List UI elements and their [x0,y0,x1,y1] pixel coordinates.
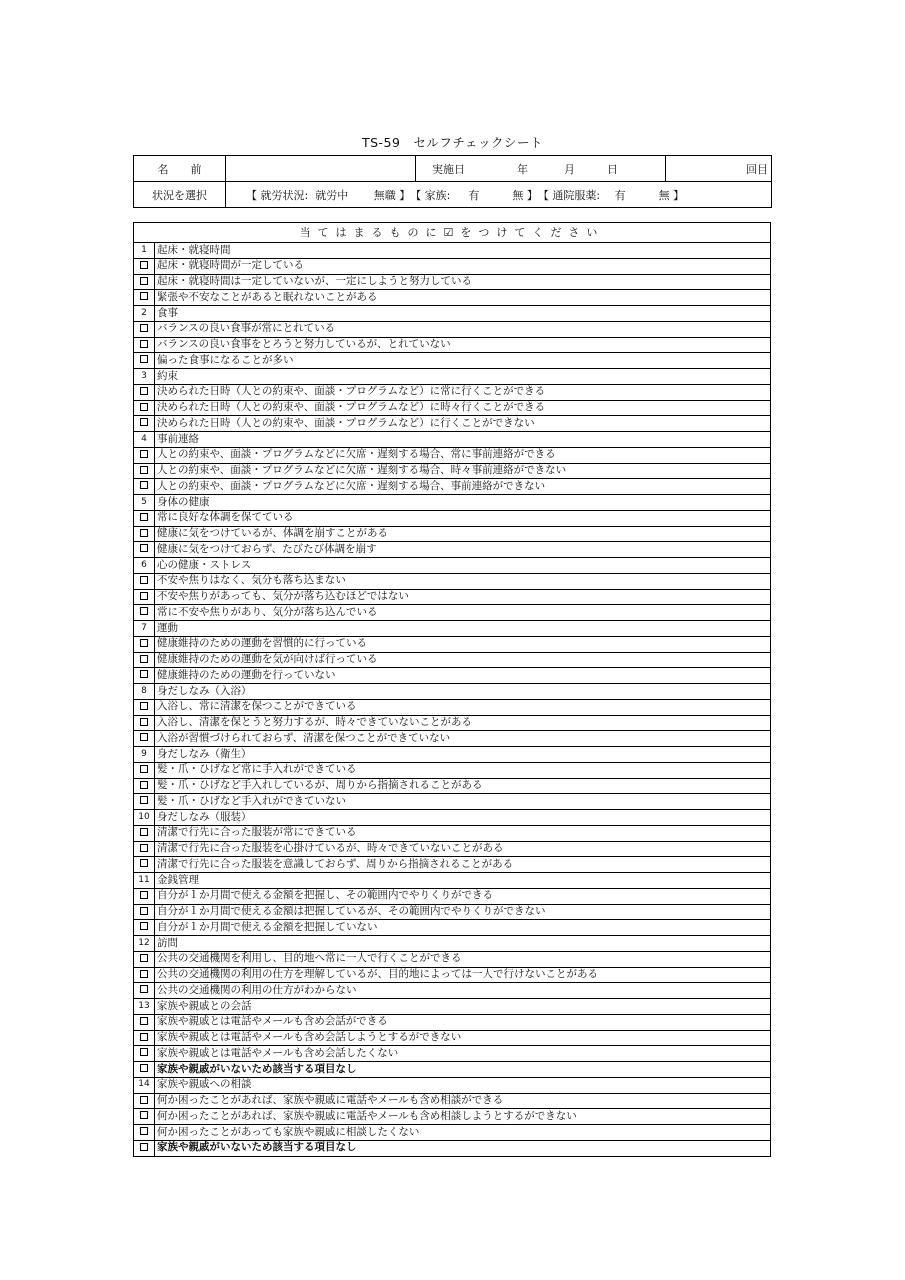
section-title: 約束 [155,369,771,385]
item-label: 偏った食事になることが多い [155,353,771,369]
day-label: 日 [607,162,618,176]
item-label: 何か困ったことがあれば、家族や親戚に電話やメールも含め相談ができる [155,1093,771,1109]
section-header [134,306,771,322]
item-label: 髪・爪・ひげなど常に手入れができている [155,762,771,778]
checkbox[interactable] [134,983,155,999]
checkbox[interactable] [134,857,155,873]
section-header [134,999,771,1015]
checkbox[interactable] [134,605,155,621]
section-header [134,558,771,574]
checkbox[interactable] [134,1046,155,1062]
checklist-item[interactable] [134,447,771,463]
checklist-item[interactable] [134,652,771,668]
checklist-item[interactable] [134,825,771,841]
checkbox[interactable] [134,290,155,306]
item-label: 何か困ったことがあれば、家族や親戚に電話やメールも含め相談しようとするができない [155,1109,771,1125]
item-label: 起床・就寝時間は一定していないが、一定にしようと努力している [155,274,771,290]
item-label: 清潔で行先に合った服装を心掛けているが、時々できていないことがある [155,841,771,857]
checklist-item[interactable] [134,951,771,967]
item-label: 自分が１か月間で使える金額を把握し、その範囲内でやりくりができる [155,888,771,904]
section-header [134,495,771,511]
section-number: 8 [134,684,155,700]
item-label: 何か困ったことがあっても家族や親戚に相談したくない [155,1125,771,1141]
section-title: 訪問 [155,936,771,952]
checkbox[interactable] [134,825,155,841]
checklist-item[interactable] [134,668,771,684]
checkbox[interactable] [134,479,155,495]
section-title: 身体の健康 [155,495,771,511]
checkbox[interactable] [134,416,155,432]
item-label: 髪・爪・ひげなど手入れができていない [155,794,771,810]
checklist-item[interactable] [134,967,771,983]
checkbox[interactable] [134,904,155,920]
item-label: 公共の交通機関の利用の仕方を理解しているが、目的地によっては一人で行けないことがある [155,967,771,983]
month-label: 月 [564,162,575,176]
checkbox[interactable] [134,258,155,274]
checkbox-icon[interactable] [140,403,148,411]
checklist-table [133,222,771,1157]
checkbox[interactable] [134,1062,155,1078]
checkbox-icon[interactable] [140,828,148,836]
item-label: 健康に気をつけているが、体調を崩すことがある [155,526,771,542]
checkbox-icon[interactable] [140,639,148,647]
section-header [134,1077,771,1093]
item-label: 健康維持のための運動を気が向けば行っている [155,652,771,668]
section-title: 事前連絡 [155,432,771,448]
checklist-item[interactable] [134,589,771,605]
section-number: 13 [134,999,155,1015]
checkbox[interactable] [134,762,155,778]
checkbox[interactable] [134,1014,155,1030]
section-header [134,243,771,259]
section-title: 食事 [155,306,771,322]
checkbox-icon[interactable] [140,1033,148,1041]
checkbox-icon[interactable] [140,592,148,600]
checkbox[interactable] [134,337,155,353]
checkbox[interactable] [134,526,155,542]
checklist-item[interactable] [134,290,771,306]
checkbox-icon[interactable] [140,466,148,474]
section-number: 7 [134,621,155,637]
item-label: 髪・爪・ひげなど手入れしているが、周りから指摘されることがある [155,778,771,794]
count-cell[interactable] [666,156,772,182]
item-label: バランスの良い食事をとろうと努力しているが、とれていない [155,337,771,353]
checklist-item[interactable] [134,904,771,920]
checkbox[interactable] [134,463,155,479]
checklist-item[interactable] [134,762,771,778]
section-title: 心の健康・ストレス [155,558,771,574]
section-header [134,621,771,637]
checkbox-icon[interactable] [140,418,148,426]
name-label: 名 前 [134,156,226,182]
checkbox-icon[interactable] [140,355,148,363]
section-header [134,747,771,763]
status-options[interactable]: 【 就労状況: 就労中 無職 】 【 家族: 有 無 】 【 通院服薬: 有 無 】 [226,182,772,208]
checkbox[interactable] [134,384,155,400]
checklist-item[interactable] [134,510,771,526]
item-label: 不安や焦りはなく、気分も落ち込まない [155,573,771,589]
section-number: 5 [134,495,155,511]
checkbox-icon[interactable] [140,261,148,269]
checkbox[interactable] [134,699,155,715]
item-label: 決められた日時（人との約束や、面談・プログラムなど）に時々行くことができる [155,400,771,416]
section-title: 家族や親戚との会話 [155,999,771,1015]
item-label: 清潔で行先に合った服装を意識しておらず、周りから指摘されることがある [155,857,771,873]
checkbox[interactable] [134,274,155,290]
item-label: 自分が１か月間で使える金額を把握していない [155,920,771,936]
checkbox-icon[interactable] [140,859,148,867]
section-header [134,432,771,448]
item-label: 自分が１か月間で使える金額は把握しているが、その範囲内でやりくりができない [155,904,771,920]
checklist-item[interactable] [134,542,771,558]
checklist-item[interactable] [134,1062,771,1078]
section-title: 家族や親戚への相談 [155,1077,771,1093]
item-label: 健康維持のための運動を行っていない [155,668,771,684]
checkbox[interactable] [134,510,155,526]
section-number: 2 [134,306,155,322]
checklist-item[interactable] [134,353,771,369]
checkbox-icon[interactable] [140,796,148,804]
checkbox-icon[interactable] [140,907,148,915]
checkbox-icon[interactable] [140,718,148,726]
checkbox-icon[interactable] [140,970,148,978]
section-number: 11 [134,873,155,889]
item-label: 家族や親戚とは電話やメールも含め会話しようとするができない [155,1030,771,1046]
checklist-item[interactable] [134,1046,771,1062]
checkbox-icon[interactable] [140,733,148,741]
checkbox-icon[interactable] [140,277,148,285]
checkbox[interactable] [134,1109,155,1125]
checkbox[interactable] [134,731,155,747]
checkbox-icon[interactable] [140,765,148,773]
section-header [134,369,771,385]
section-title: 身だしなみ（服装） [155,810,771,826]
checkbox-icon[interactable] [140,781,148,789]
checkbox[interactable] [134,636,155,652]
date-label: 実施日 [432,162,465,176]
checkbox-icon[interactable] [140,891,148,899]
checklist-item[interactable] [134,274,771,290]
checkbox[interactable] [134,652,155,668]
checkbox-icon[interactable] [140,922,148,930]
section-title: 起床・就寝時間 [155,243,771,259]
checkbox-icon[interactable] [140,985,148,993]
checklist-item[interactable] [134,1109,771,1125]
section-title: 金銭管理 [155,873,771,889]
checklist-item[interactable] [134,573,771,589]
item-label: 起床・就寝時間が一定している [155,258,771,274]
section-header [134,936,771,952]
item-label: 入浴し、清潔を保とうと努力するが、時々できていないことがある [155,715,771,731]
item-label: 人との約束や、面談・プログラムなどに欠席・遅刻する場合、常に事前連絡ができる [155,447,771,463]
checklist-item[interactable] [134,636,771,652]
checklist-item[interactable] [134,778,771,794]
checkbox-icon[interactable] [140,387,148,395]
section-header [134,684,771,700]
year-label: 年 [517,162,528,176]
checkbox-icon[interactable] [140,292,148,300]
checklist-item[interactable] [134,479,771,495]
checkbox-icon[interactable] [140,1064,148,1072]
checklist-item[interactable] [134,400,771,416]
checkbox[interactable] [134,1093,155,1109]
checkbox[interactable] [134,841,155,857]
checkbox-icon[interactable] [140,576,148,584]
checklist-item[interactable] [134,794,771,810]
item-label: 常に良好な体調を保てている [155,510,771,526]
checklist-item[interactable] [134,463,771,479]
checklist-item[interactable] [134,526,771,542]
item-label: 健康に気をつけておらず、たびたび体調を崩す [155,542,771,558]
checkbox-icon[interactable] [140,607,148,615]
section-number: 14 [134,1077,155,1093]
checkbox-icon[interactable] [140,1143,148,1151]
checkbox-icon[interactable] [140,1111,148,1119]
checklist-item[interactable] [134,1093,771,1109]
checkbox-icon[interactable] [140,1096,148,1104]
checkbox[interactable] [134,447,155,463]
checkbox-icon[interactable] [140,340,148,348]
checkbox-icon[interactable] [140,544,148,552]
checkbox-icon[interactable] [140,1017,148,1025]
section-title: 身だしなみ（衛生） [155,747,771,763]
checkbox-icon[interactable] [140,702,148,710]
section-number: 1 [134,243,155,259]
page-title: TS-59 セルフチェックシート [361,135,544,150]
checkbox[interactable] [134,542,155,558]
item-label: 人との約束や、面談・プログラムなどに欠席・遅刻する場合、事前連絡ができない [155,479,771,495]
checklist-item[interactable] [134,888,771,904]
checklist-item[interactable] [134,920,771,936]
checkbox-icon[interactable] [140,655,148,663]
section-number: 10 [134,810,155,826]
item-label: 緊張や不安なことがあると眠れないことがある [155,290,771,306]
section-title: 運動 [155,621,771,637]
item-label: 家族や親戚とは電話やメールも含め会話したくない [155,1046,771,1062]
checklist-item[interactable] [134,605,771,621]
checkbox[interactable] [134,715,155,731]
checkbox-icon[interactable] [140,529,148,537]
checkbox[interactable] [134,1140,155,1156]
checklist-item[interactable] [134,1030,771,1046]
section-number: 6 [134,558,155,574]
date-cell[interactable] [416,156,666,182]
item-label: 健康維持のための運動を習慣的に行っている [155,636,771,652]
checkbox[interactable] [134,794,155,810]
status-label: 状況を選択 [134,182,226,208]
section-number: 4 [134,432,155,448]
section-number: 3 [134,369,155,385]
item-label: 清潔で行先に合った服装が常にできている [155,825,771,841]
header-table [133,155,772,208]
checklist-item[interactable] [134,857,771,873]
checkbox[interactable] [134,1030,155,1046]
section-title: 身だしなみ（入浴） [155,684,771,700]
item-label: 家族や親戚とは電話やメールも含め会話ができる [155,1014,771,1030]
checkbox[interactable] [134,573,155,589]
checkbox-icon[interactable] [140,1048,148,1056]
item-label: バランスの良い食事が常にとれている [155,321,771,337]
checkbox[interactable] [134,951,155,967]
checkbox-icon[interactable] [140,1127,148,1135]
checklist-item[interactable] [134,1014,771,1030]
checkbox-icon[interactable] [140,481,148,489]
checklist-item[interactable] [134,1125,771,1141]
checkbox[interactable] [134,920,155,936]
checklist-item[interactable] [134,731,771,747]
instruction: 当てはまるものに☑をつけてください [134,223,771,243]
item-label: 家族や親戚がいないため該当する項目なし [155,1140,771,1156]
checkbox[interactable] [134,888,155,904]
checkbox[interactable] [134,353,155,369]
checkbox[interactable] [134,778,155,794]
section-header [134,873,771,889]
checkbox[interactable] [134,589,155,605]
checklist-item[interactable] [134,258,771,274]
checkbox-icon[interactable] [140,844,148,852]
checkbox[interactable] [134,967,155,983]
checkbox[interactable] [134,668,155,684]
checklist-item[interactable] [134,337,771,353]
checklist-item[interactable] [134,384,771,400]
checkbox[interactable] [134,400,155,416]
checkbox-icon[interactable] [140,450,148,458]
checkbox[interactable] [134,1125,155,1141]
checklist-item[interactable] [134,1140,771,1156]
name-field[interactable] [226,156,416,182]
item-label: 不安や焦りがあっても、気分が落ち込むほどではない [155,589,771,605]
item-label: 家族や親戚がいないため該当する項目なし [155,1062,771,1078]
item-label: 常に不安や焦りがあり、気分が落ち込んでいる [155,605,771,621]
item-label: 入浴が習慣づけられておらず、清潔を保つことができていない [155,731,771,747]
checkbox-icon[interactable] [140,670,148,678]
section-header [134,810,771,826]
item-label: 決められた日時（人との約束や、面談・プログラムなど）に行くことができない [155,416,771,432]
checklist-item[interactable] [134,715,771,731]
checklist-item[interactable] [134,321,771,337]
section-number: 12 [134,936,155,952]
checkbox-icon[interactable] [140,954,148,962]
count-label: 回目 [746,162,768,176]
checklist-item[interactable] [134,699,771,715]
checklist-item[interactable] [134,983,771,999]
item-label: 人との約束や、面談・プログラムなどに欠席・遅刻する場合、時々事前連絡ができない [155,463,771,479]
section-number: 9 [134,747,155,763]
checklist-item[interactable] [134,416,771,432]
checkbox-icon[interactable] [140,324,148,332]
item-label: 公共の交通機関を利用し、目的地へ常に一人で行くことができる [155,951,771,967]
checkbox[interactable] [134,321,155,337]
item-label: 入浴し、常に清潔を保つことができている [155,699,771,715]
checklist-item[interactable] [134,841,771,857]
item-label: 決められた日時（人との約束や、面談・プログラムなど）に常に行くことができる [155,384,771,400]
item-label: 公共の交通機関の利用の仕方がわからない [155,983,771,999]
checkbox-icon[interactable] [140,513,148,521]
